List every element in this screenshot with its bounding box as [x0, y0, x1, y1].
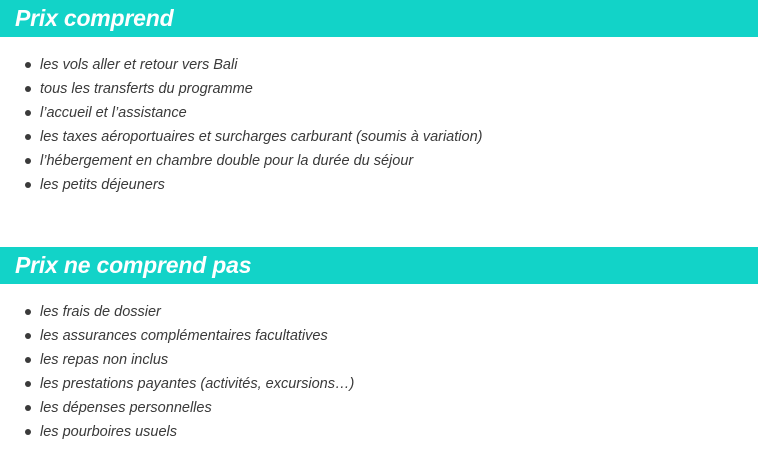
list-item-text: les prestations payantes (activités, excursions…) [40, 376, 355, 392]
list-item [0, 101, 482, 125]
bullet-icon [25, 309, 31, 315]
bullet-icon [25, 182, 31, 188]
bullet-icon [25, 333, 31, 339]
list-item [0, 372, 354, 396]
price-includes-title: Prix comprend [15, 5, 174, 31]
bullet-icon [25, 429, 31, 435]
price-excludes-list [0, 300, 354, 444]
list-item-text: les vols aller et retour vers Bali [40, 57, 238, 73]
list-item [0, 53, 482, 77]
list-item-text: les pourboires usuels [40, 424, 178, 440]
list-item-text: les petits déjeuners [40, 177, 165, 193]
list-item [0, 348, 354, 372]
list-item [0, 173, 482, 197]
list-item-text: les assurances complémentaires facultatives [40, 328, 328, 344]
price-includes-header [0, 0, 758, 37]
price-excludes-title: Prix ne comprend pas [15, 252, 252, 278]
bullet-icon [25, 357, 31, 363]
bullet-icon [25, 134, 31, 140]
list-item-text: les frais de dossier [40, 304, 161, 320]
list-item-text: l’hébergement en chambre double pour la durée du séjour [40, 153, 414, 169]
bullet-icon [25, 405, 31, 411]
bullet-icon [25, 62, 31, 68]
price-includes-list [0, 53, 482, 197]
list-item-text: tous les transferts du programme [40, 81, 253, 97]
list-item [0, 324, 354, 348]
list-item [0, 125, 482, 149]
list-item [0, 149, 482, 173]
list-item-text: les repas non inclus [40, 352, 169, 368]
price-includes-section [0, 0, 758, 193]
price-excludes-section [0, 247, 758, 440]
list-item-text: les dépenses personnelles [40, 400, 212, 416]
list-item-text: l’accueil et l’assistance [40, 105, 187, 121]
list-item-text: les taxes aéroportuaires et surcharges carburant (soumis à variation) [40, 129, 483, 145]
list-item [0, 396, 354, 420]
list-item [0, 420, 354, 444]
bullet-icon [25, 110, 31, 116]
list-item [0, 300, 354, 324]
list-item [0, 77, 482, 101]
bullet-icon [25, 86, 31, 92]
price-excludes-header [0, 247, 758, 284]
bullet-icon [25, 158, 31, 164]
bullet-icon [25, 381, 31, 387]
